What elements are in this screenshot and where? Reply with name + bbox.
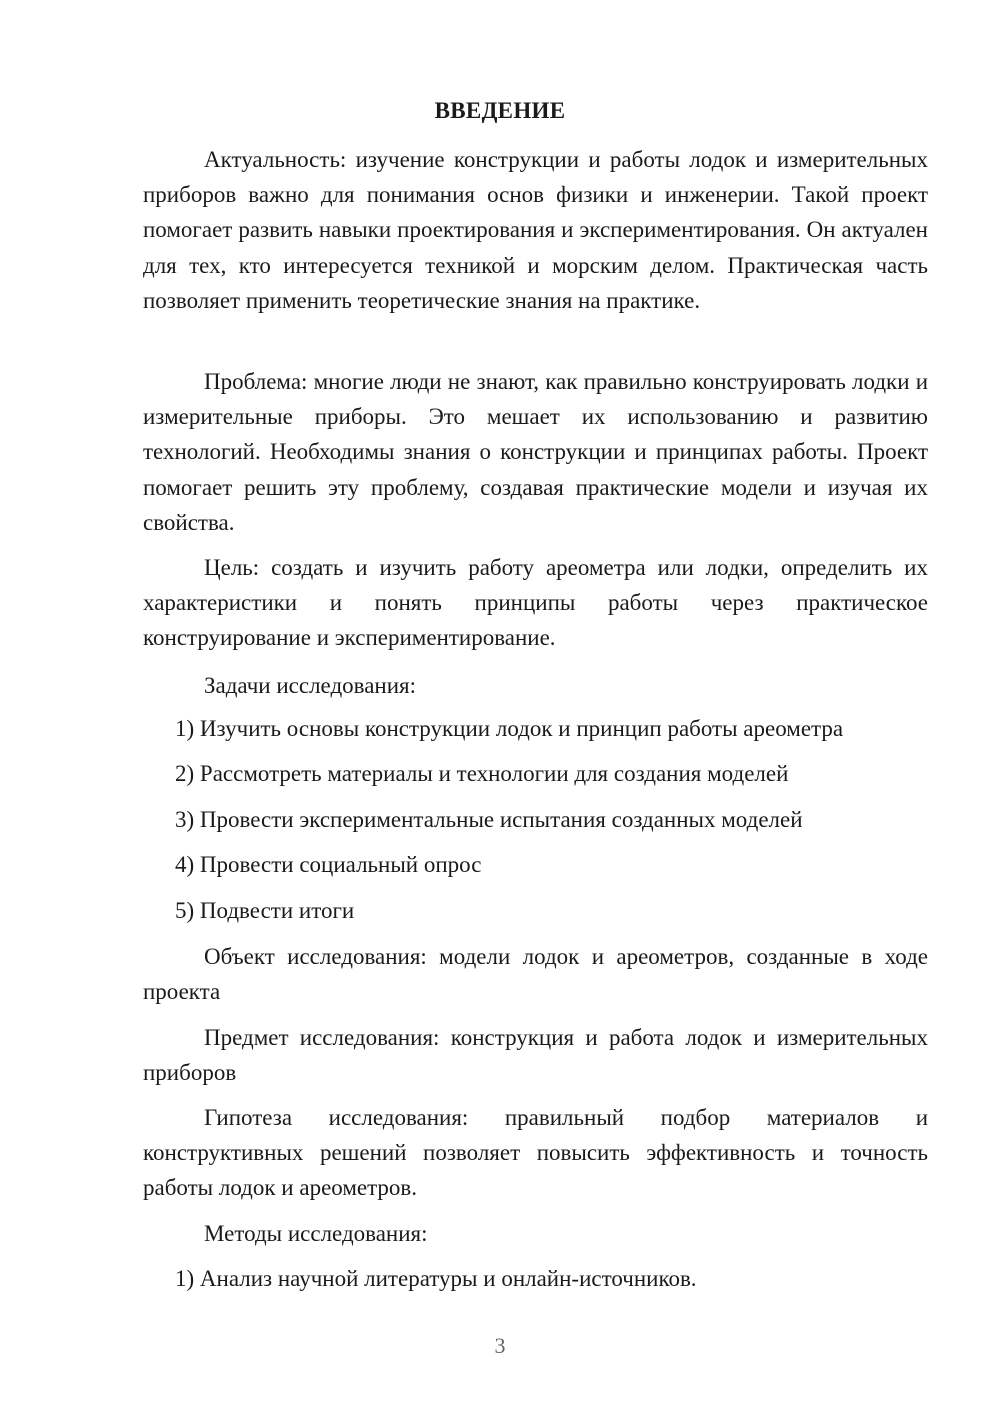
object-paragraph: Объект исследования: модели лодок и ареометров, созданные в ходе проекта	[143, 944, 928, 1005]
methods-heading: Методы исследования:	[204, 1221, 428, 1246]
relevance-paragraph: Актуальность: изучение конструкции и работы лодок и измерительных приборов важно для понимания основ физики и инженерии. Такой проект помогает развить навыки проектирования и экспериментирования. Он актуален для тех, кто интересуется техникой и морским делом. Практическая часть позволяет применить теоретические знания на практике.	[143, 147, 928, 313]
hypothesis-paragraph: Гипотеза исследования: правильный подбор материалов и конструктивных решений позволяет повысить эффективность и точность работы лодок и ареометров.	[143, 1105, 928, 1201]
page-number: 3	[494, 1333, 506, 1358]
method-item: 1) Анализ научной литературы и онлайн-источников.	[175, 1266, 697, 1291]
page-heading: ВВЕДЕНИЕ	[434, 98, 566, 123]
subject-paragraph: Предмет исследования: конструкция и работа лодок и измерительных приборов	[143, 1025, 928, 1086]
task-item: 3) Провести экспериментальные испытания созданных моделей	[175, 807, 803, 832]
task-item: 1) Изучить основы конструкции лодок и принцип работы ареометра	[175, 716, 844, 741]
tasks-heading: Задачи исследования:	[204, 673, 417, 698]
task-item: 4) Провести социальный опрос	[175, 852, 482, 877]
task-item: 2) Рассмотреть материалы и технологии для создания моделей	[175, 761, 789, 786]
problem-paragraph: Проблема: многие люди не знают, как правильно конструировать лодки и измерительные приборы. Это мешает их использованию и развитию технологий. Необходимы знания о конструкции и принципах работы. Проект помогает решить эту проблему, создавая практические модели и изучая их свойства.	[143, 369, 928, 535]
task-item: 5) Подвести итоги	[175, 898, 355, 923]
goal-paragraph: Цель: создать и изучить работу ареометра или лодки, определить их характеристики и понять принципы работы через практическое конструирование и экспериментирование.	[143, 555, 928, 651]
